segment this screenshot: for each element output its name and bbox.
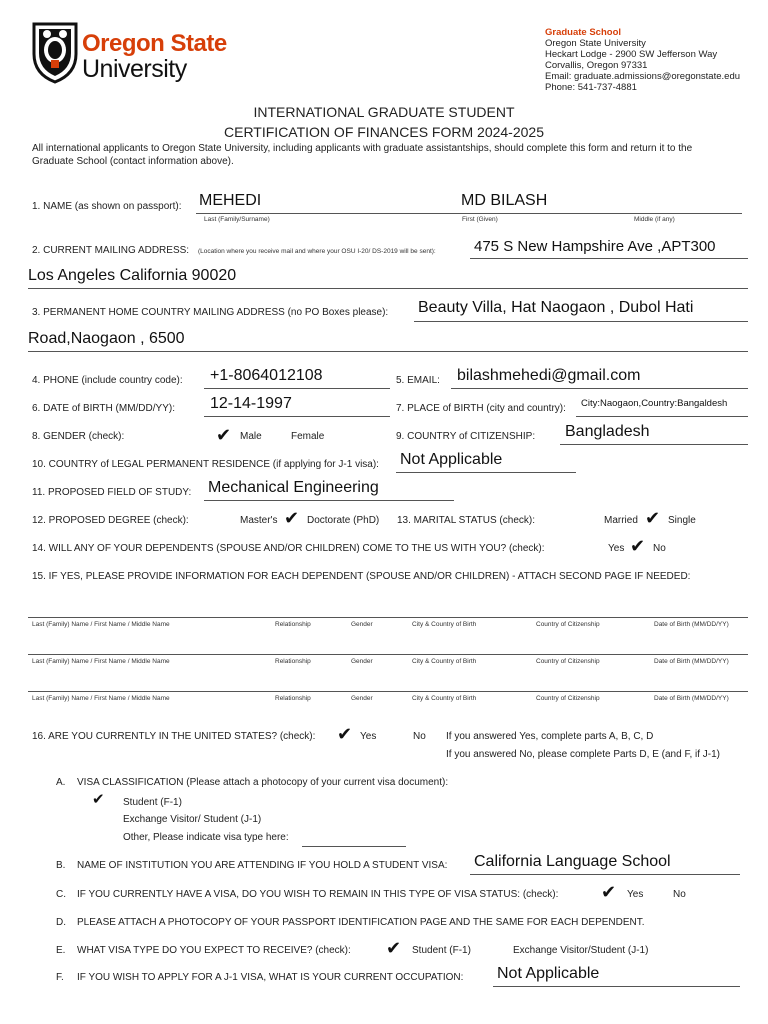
permanent-address-value-1[interactable]: Beauty Villa, Hat Naogaon , Dubol Hati (418, 299, 694, 316)
dependent-birthplace-caption: City & Country of Birth (412, 695, 477, 702)
mailing-address-value-1[interactable]: 475 S New Hampshire Ave ,APT300 (474, 238, 716, 255)
dependent-citizenship-caption: Country of Citizenship (536, 621, 600, 628)
remain-visa-label: IF YOU CURRENTLY HAVE A VISA, DO YOU WISH TO REMAIN IN THIS TYPE OF VISA STATUS: (check): (77, 889, 559, 900)
institution-underline (470, 874, 740, 875)
gender-female-option[interactable]: Female (291, 431, 325, 442)
dependent-row-2-line[interactable] (28, 654, 748, 655)
dependents-no-option[interactable]: No (653, 543, 666, 554)
remain-visa-no-option[interactable]: No (673, 889, 686, 900)
marital-status-label: 13. MARITAL STATUS (check): (397, 515, 535, 526)
last-name-value[interactable]: MEHEDI (199, 192, 262, 209)
permanent-address-label: 3. PERMANENT HOME COUNTRY MAILING ADDRESS (no PO Boxes please): (32, 307, 389, 318)
visa-f1-option[interactable]: Student (F-1) (123, 797, 182, 808)
marital-checkmark-icon[interactable]: ✔ (645, 508, 661, 528)
expected-visa-checkmark-icon[interactable]: ✔ (386, 938, 402, 958)
visa-other-input-line[interactable] (302, 846, 406, 847)
permanent-address-underline-2 (28, 351, 748, 352)
expected-visa-j1-option[interactable]: Exchange Visitor/Student (J-1) (513, 945, 649, 956)
part-d-letter: D. (56, 917, 66, 928)
birthplace-label: 7. PLACE of BIRTH (city and country): (396, 403, 566, 414)
dependent-gender-caption: Gender (351, 695, 373, 702)
address-line-2: Heckart Lodge - 2900 SW Jefferson Way (545, 49, 718, 60)
dependent-citizenship-caption: Country of Citizenship (536, 658, 600, 665)
dependent-relationship-caption: Relationship (275, 658, 311, 665)
permanent-address-underline-1 (414, 321, 748, 322)
email-label: 5. EMAIL: (396, 375, 440, 386)
expected-visa-f1-option[interactable]: Student (F-1) (412, 945, 471, 956)
residence-label: 10. COUNTRY of LEGAL PERMANENT RESIDENCE (if applying for J-1 visa): (32, 459, 379, 470)
degree-masters-option[interactable]: Master's (240, 515, 278, 526)
degree-label: 12. PROPOSED DEGREE (check): (32, 515, 189, 526)
mailing-address-note: (Location where you receive mail and where your OSU I-20/ DS-2019 will be sent): (198, 248, 436, 255)
last-name-caption: Last (Family/Surname) (204, 216, 270, 223)
visa-f1-checkmark-icon[interactable]: ✔ (92, 791, 105, 808)
part-a-letter: A. (56, 777, 66, 788)
mailing-address-underline-1 (470, 258, 748, 259)
in-us-no-option[interactable]: No (413, 731, 426, 742)
dependent-gender-caption: Gender (351, 658, 373, 665)
name-underline (196, 213, 742, 214)
dependents-question-label: 14. WILL ANY OF YOUR DEPENDENTS (SPOUSE AND/OR CHILDREN) COME TO THE US WITH YOU? (check): (32, 543, 545, 554)
dob-label: 6. DATE of BIRTH (MM/DD/YY): (32, 403, 175, 414)
remain-visa-yes-option[interactable]: Yes (627, 889, 644, 900)
contact-email: Email: graduate.admissions@oregonstate.edu (545, 71, 741, 82)
mailing-address-value-2[interactable]: Los Angeles California 90020 (28, 267, 237, 284)
male-checkmark-icon[interactable]: ✔ (216, 425, 232, 445)
form-title-line1: INTERNATIONAL GRADUATE STUDENT (253, 104, 515, 120)
dependent-name-caption: Last (Family) Name / First Name / Middle Name (32, 695, 170, 702)
dependents-checkmark-icon[interactable]: ✔ (630, 536, 646, 556)
residence-value[interactable]: Not Applicable (400, 451, 503, 468)
visa-classification-label: VISA CLASSIFICATION (Please attach a photocopy of your current visa document): (77, 777, 449, 788)
in-us-note-no: If you answered No, please complete Parts D, E (and F, if J-1) (446, 749, 721, 760)
citizenship-underline (560, 444, 748, 445)
in-us-yes-option[interactable]: Yes (360, 731, 377, 742)
gender-male-option[interactable]: Male (240, 431, 262, 442)
dependent-citizenship-caption: Country of Citizenship (536, 695, 600, 702)
part-b-letter: B. (56, 860, 66, 871)
visa-other-option[interactable]: Other, Please indicate visa type here: (123, 832, 289, 843)
middle-name-caption: Middle (if any) (634, 216, 675, 223)
citizenship-value[interactable]: Bangladesh (565, 423, 650, 440)
occupation-label: IF YOU WISH TO APPLY FOR A J-1 VISA, WHAT IS YOUR CURRENT OCCUPATION: (77, 972, 464, 983)
osu-beaver-seal-icon (30, 20, 80, 84)
marital-single-option[interactable]: Single (668, 515, 696, 526)
phone-label: 4. PHONE (include country code): (32, 375, 183, 386)
mailing-address-underline-2 (28, 288, 748, 289)
phone-underline (204, 388, 390, 389)
email-underline (451, 388, 748, 389)
passport-copy-instruction: PLEASE ATTACH A PHOTOCOPY OF YOUR PASSPORT IDENTIFICATION PAGE AND THE SAME FOR EACH DEPENDENT. (77, 917, 645, 928)
logo-text-line2: University (82, 55, 187, 83)
logo-text-line1: Oregon State (82, 30, 227, 57)
intro-paragraph: All international applicants to Oregon State University, including applicants with graduate assistantships, should complete this form and return it to the Graduate School (contact information above). (32, 143, 693, 167)
dob-value[interactable]: 12-14-1997 (210, 395, 292, 412)
dependent-dob-caption: Date of Birth (MM/DD/YY) (654, 695, 729, 702)
dependent-row-1-line[interactable] (28, 617, 748, 618)
part-c-letter: C. (56, 889, 66, 900)
first-name-caption: First (Given) (462, 216, 498, 223)
dependent-relationship-caption: Relationship (275, 621, 311, 628)
visa-j1-option[interactable]: Exchange Visitor/ Student (J-1) (123, 814, 262, 825)
marital-married-option[interactable]: Married (604, 515, 638, 526)
institution-label: NAME OF INSTITUTION YOU ARE ATTENDING IF YOU HOLD A STUDENT VISA: (77, 860, 448, 871)
email-value[interactable]: bilashmehedi@gmail.com (457, 367, 641, 384)
dependent-relationship-caption: Relationship (275, 695, 311, 702)
dependent-dob-caption: Date of Birth (MM/DD/YY) (654, 621, 729, 628)
in-us-checkmark-icon[interactable]: ✔ (337, 724, 353, 744)
dependent-name-caption: Last (Family) Name / First Name / Middle Name (32, 658, 170, 665)
birthplace-value[interactable]: City:Naogaon,Country:Bangaldesh (581, 398, 728, 409)
part-e-letter: E. (56, 945, 66, 956)
dependent-name-caption: Last (Family) Name / First Name / Middle Name (32, 621, 170, 628)
birthplace-underline (576, 416, 748, 417)
gender-label: 8. GENDER (check): (32, 431, 125, 442)
occupation-value[interactable]: Not Applicable (497, 965, 600, 982)
occupation-underline (493, 986, 740, 987)
in-us-label: 16. ARE YOU CURRENTLY IN THE UNITED STATES? (check): (32, 731, 316, 742)
contact-phone: Phone: 541-737-4881 (545, 82, 637, 93)
part-f-letter: F. (56, 972, 64, 983)
form-title-line2: CERTIFICATION OF FINANCES FORM 2024-2025 (224, 124, 544, 140)
first-name-value[interactable]: MD BILASH (461, 192, 548, 209)
dependent-birthplace-caption: City & Country of Birth (412, 658, 477, 665)
dependent-dob-caption: Date of Birth (MM/DD/YY) (654, 658, 729, 665)
in-us-note-yes: If you answered Yes, complete parts A, B, C, D (446, 731, 654, 742)
citizenship-label: 9. COUNTRY of CITIZENSHIP: (396, 431, 536, 442)
institution-value[interactable]: California Language School (474, 853, 671, 870)
field-of-study-underline (204, 500, 454, 501)
field-of-study-label: 11. PROPOSED FIELD OF STUDY: (32, 487, 192, 498)
name-label: 1. NAME (as shown on passport): (32, 201, 182, 212)
address-line-3: Corvallis, Oregon 97331 (545, 60, 648, 71)
dependent-row-3-line[interactable] (28, 691, 748, 692)
residence-underline (396, 472, 576, 473)
degree-phd-option[interactable]: Doctorate (PhD) (307, 515, 380, 526)
address-line-1: Oregon State University (545, 38, 646, 49)
dependent-birthplace-caption: City & Country of Birth (412, 621, 477, 628)
mailing-address-label: 2. CURRENT MAILING ADDRESS: (32, 245, 190, 256)
dependents-info-label: 15. IF YES, PLEASE PROVIDE INFORMATION FOR EACH DEPENDENT (SPOUSE AND/OR CHILDREN) - ATTACH SECOND PAGE IF NEEDED: (32, 571, 691, 582)
permanent-address-value-2[interactable]: Road,Naogaon , 6500 (28, 330, 185, 347)
phone-value[interactable]: +1-8064012108 (210, 367, 323, 384)
degree-checkmark-icon[interactable]: ✔ (284, 508, 300, 528)
dob-underline (204, 416, 390, 417)
dept-name: Graduate School (545, 27, 622, 38)
remain-visa-checkmark-icon[interactable]: ✔ (601, 882, 617, 902)
field-of-study-value[interactable]: Mechanical Engineering (208, 479, 379, 496)
dependents-yes-option[interactable]: Yes (608, 543, 625, 554)
expected-visa-label: WHAT VISA TYPE DO YOU EXPECT TO RECEIVE? (check): (77, 945, 351, 956)
dependent-gender-caption: Gender (351, 621, 373, 628)
